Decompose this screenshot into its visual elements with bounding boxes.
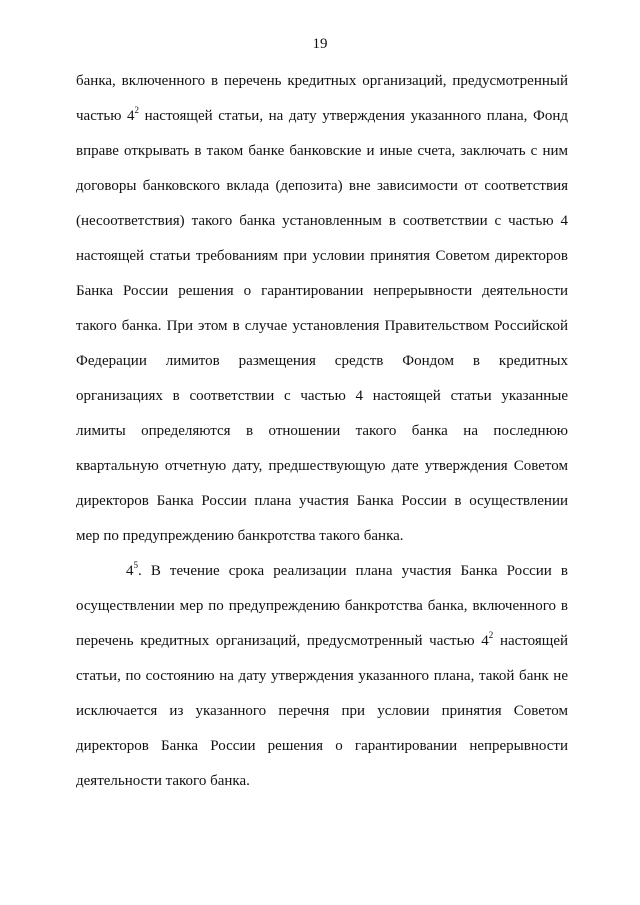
text-line: банка, включенного в перечень кредитных организаций, предусмотренный <box>76 73 568 89</box>
superscript: 2 <box>488 630 494 640</box>
text-line: директоров Банка России решения о гарантировании непрерывности <box>76 738 568 754</box>
text-line: лимиты определяются в отношении такого банка на последнюю <box>76 423 568 439</box>
text-line: настоящей статьи требованиям при условии принятия Советом директоров <box>76 248 568 264</box>
paragraph-4-5 <box>76 562 568 807</box>
text-fragment: частью 4 <box>76 108 135 124</box>
text-line: такого банка. При этом в случае установления Правительством Российской <box>76 318 568 334</box>
text-line <box>76 562 568 597</box>
text-fragment: настоящей <box>499 633 569 649</box>
paragraph-number: 4 <box>126 563 134 579</box>
text-line: Федерации лимитов размещения средств Фондом в кредитных <box>76 353 568 369</box>
text-line <box>76 107 568 142</box>
text-fragment: перечень кредитных организаций, предусмотренный частью 4 <box>76 633 489 649</box>
text-line: статьи, по состоянию на дату утверждения указанного плана, такой банк не <box>76 668 568 684</box>
superscript: 2 <box>134 105 140 115</box>
text-line: деятельности такого банка. <box>76 773 250 789</box>
text-line: вправе открывать в таком банке банковские и иные счета, заключать с ним <box>76 143 568 159</box>
text-line: мер по предупреждению банкротства такого банка. <box>76 528 404 544</box>
text-line: директоров Банка России плана участия Банка России в осуществлении <box>76 493 568 509</box>
text-line: исключается из указанного перечня при условии принятия Советом <box>76 703 568 719</box>
superscript: 5 <box>133 560 138 570</box>
text-line: квартальную отчетную дату, предшествующую дате утверждения Советом <box>76 458 568 474</box>
text-line <box>76 632 568 667</box>
text-line: договоры банковского вклада (депозита) вне зависимости от соответствия <box>76 178 568 194</box>
text-line: организациях в соответствии с частью 4 настоящей статьи указанные <box>76 388 568 404</box>
text-fragment: . В течение срока реализации плана участия Банка России в <box>138 563 568 579</box>
text-line: (несоответствия) такого банка установленным в соответствии с частью 4 <box>76 213 568 229</box>
text-line: осуществлении мер по предупреждению банкротства банка, включенного в <box>76 598 568 614</box>
paragraph-continuation <box>76 72 568 562</box>
text-line: Банка России решения о гарантировании непрерывности деятельности <box>76 283 568 299</box>
text-fragment: настоящей статьи, на дату утверждения указанного плана, Фонд <box>144 108 568 124</box>
page-number: 19 <box>312 36 328 52</box>
